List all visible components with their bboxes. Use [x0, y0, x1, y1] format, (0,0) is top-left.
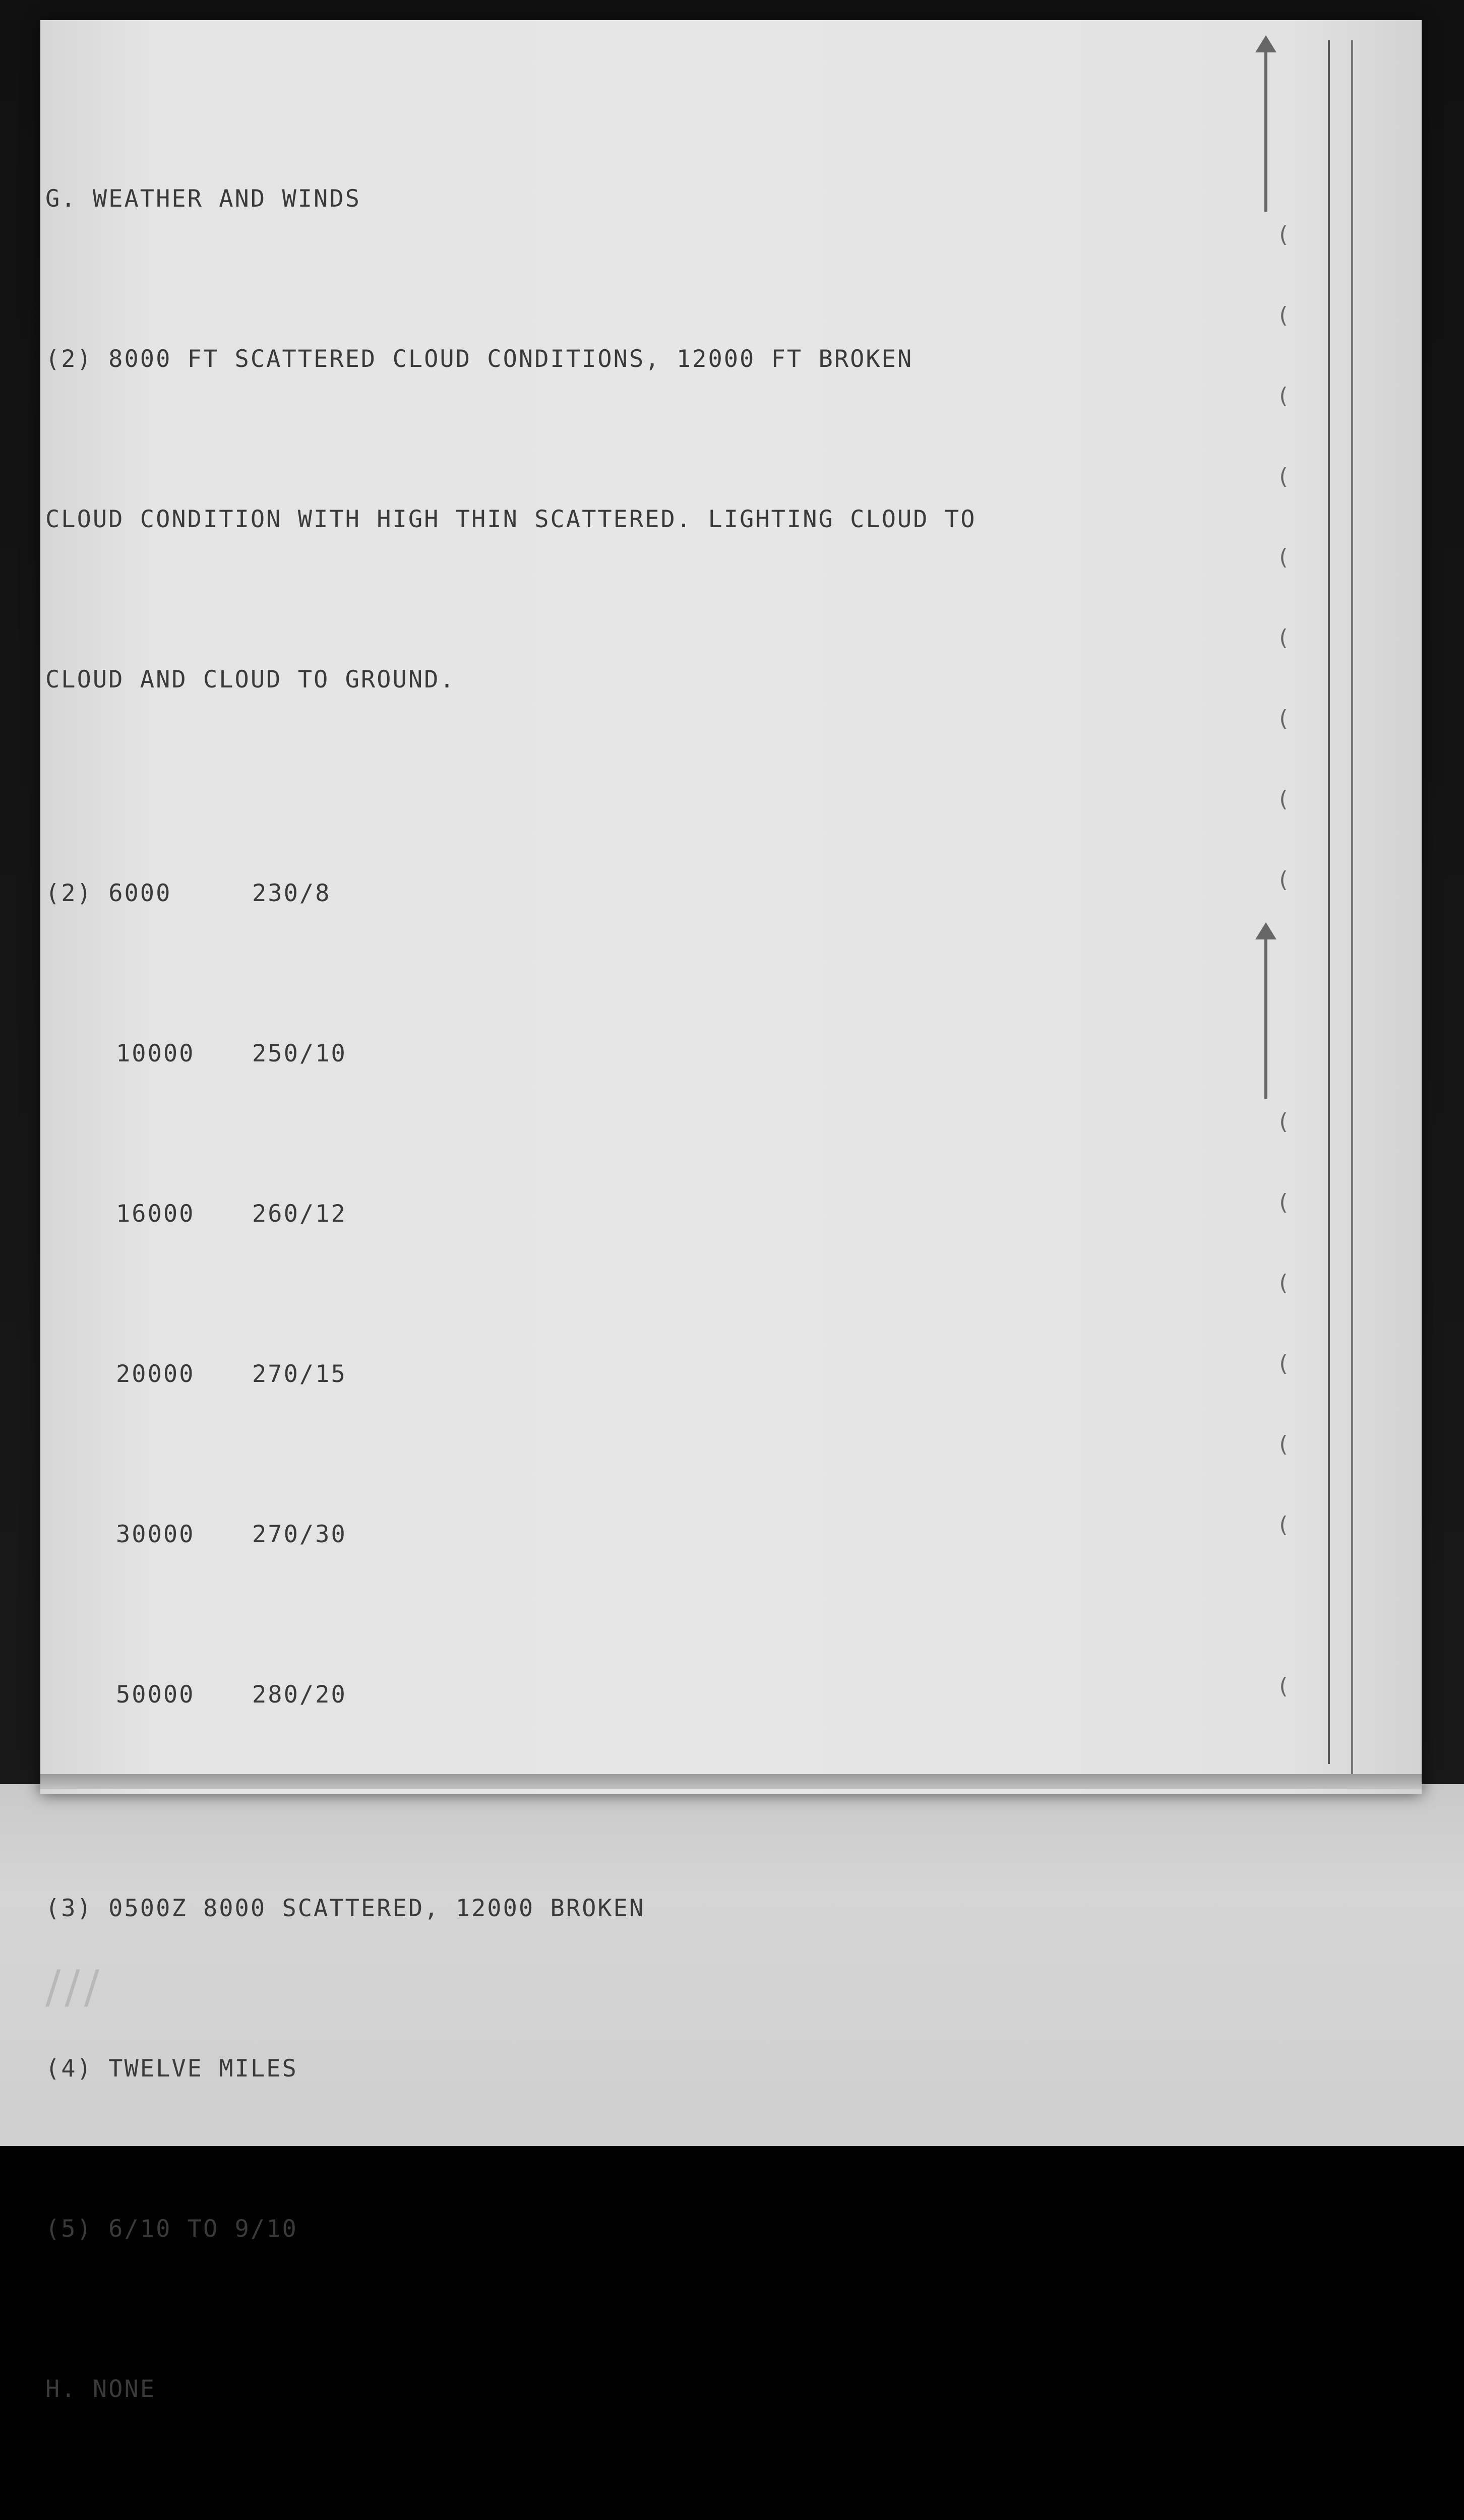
winds-value: 280/20: [252, 1681, 347, 1709]
typed-report-text: [45, 66, 1205, 2520]
winds-altitude: 20000: [116, 1360, 195, 1388]
winds-value: 250/10: [252, 1040, 347, 1067]
margin-tick-mark: (: [1276, 1351, 1290, 1376]
winds-row: [45, 1508, 1205, 1561]
margin-tick-mark: (: [1276, 1673, 1290, 1699]
winds-row: [45, 1348, 1205, 1401]
text-line: (2) 8000 FT SCATTERED CLOUD CONDITIONS, 12000 FT BROKEN: [45, 345, 913, 373]
margin-tick-mark: (: [1276, 464, 1290, 489]
winds-altitude: 16000: [116, 1200, 195, 1228]
margin-tick-mark: (: [1276, 222, 1290, 247]
item-h: H. NONE: [45, 2375, 156, 2403]
margin-tick-mark: (: [1276, 1189, 1290, 1215]
margin-tick-mark: (: [1276, 383, 1290, 409]
margin-tick-mark: (: [1276, 1270, 1290, 1296]
text-line: CLOUD AND CLOUD TO GROUND.: [45, 666, 456, 694]
item-5: (5) 6/10 TO 9/10: [45, 2215, 298, 2243]
winds-value: 260/12: [252, 1200, 347, 1228]
winds-row: [45, 1187, 1205, 1241]
section-heading: G. WEATHER AND WINDS: [45, 185, 361, 213]
margin-tick-mark: (: [1276, 302, 1290, 328]
winds-value: 270/30: [252, 1521, 347, 1548]
winds-row: [45, 867, 1205, 920]
margin-tick-mark: (: [1276, 786, 1290, 812]
winds-row: [45, 1668, 1205, 1722]
margin-rule-line: [1328, 40, 1330, 1764]
margin-tick-mark: (: [1276, 1512, 1290, 1538]
margin-tick-mark: (: [1276, 867, 1290, 893]
margin-arrow-shaft: [1264, 40, 1267, 212]
item-4: (4) TWELVE MILES: [45, 2055, 298, 2083]
faint-handwriting-mark: ///: [45, 1961, 103, 2013]
margin-tick-mark: (: [1276, 706, 1290, 731]
margin-arrow-shaft: [1264, 927, 1267, 1099]
winds-value: 270/15: [252, 1360, 347, 1388]
margin-tick-mark: (: [1276, 1109, 1290, 1135]
winds-label: (2) 6000: [45, 879, 172, 907]
winds-altitude: 50000: [116, 1681, 195, 1709]
margin-rule-line-outer: [1351, 40, 1353, 1774]
margin-tick-mark: (: [1276, 544, 1290, 570]
text-line: CLOUD CONDITION WITH HIGH THIN SCATTERED. LIGHTING CLOUD TO: [45, 506, 977, 533]
margin-tick-mark: (: [1276, 1431, 1290, 1457]
item-3: (3) 0500Z 8000 SCATTERED, 12000 BROKEN: [45, 1895, 645, 1922]
winds-value: 230/8: [252, 879, 331, 907]
winds-altitude: 30000: [116, 1521, 195, 1548]
winds-row: [45, 1027, 1205, 1081]
winds-altitude: 10000: [116, 1040, 195, 1067]
margin-tick-mark: (: [1276, 625, 1290, 651]
